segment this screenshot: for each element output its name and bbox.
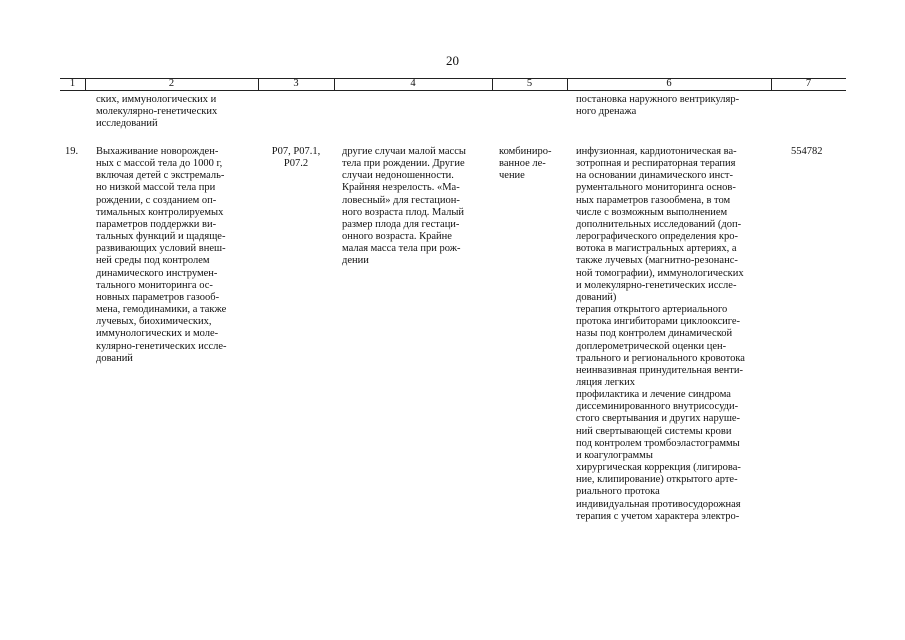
column-number-5: 5 — [526, 78, 533, 89]
method-description: Выхаживание новорожден- ных с массой тела до 1000 г, включая детей с экстремаль- но низкой массой тела при рождении, с созданием оп- тимальных контролируемых параметров поддержки ви- тальных функций и щадяще- развивающих условий внеш- ней среды под контролем динамического инструмен- тального мониторинга ос- новных параметров газооб- мена, гемодинамики, а также лучевых, биохимических, иммунологических и моле- кулярно-генетических иссле- дований — [96, 146, 227, 364]
treatment-methods: инфузионная, кардиотоническая ва- зотропная и респираторная терапия на основании динамического инст- рументального мониторинга основ- ных параметров газообмена, в том числе с возможным выполнением дополнительных исследований (доп- лерографического определения кро- вотока в магистральных артериях, а также лучевых (магнитно-резонанс- ной томографии), иммунологических и молекулярно-генетических иссле- дований) терапия открытого артериального протока ингибиторами циклооксиге- назы под контролем динамической доплерометрической оценки цен- трального и регионального кровотока неинвазивная принудительная венти- ляция легких профилактика и лечение синдрома диссеминированного внутрисосуди- стого свертывания и других наруше- ний свертывающей системы крови под контролем тромбоэластограммы и коагулограммы хирургическая коррекция (лигирова- ние, клипирование) открытого арте- риального протока индивидуальная противосудорожная терапия с учетом характера электро- — [576, 146, 745, 522]
icd-codes: P07, P07.1, P07.2 — [271, 146, 321, 170]
column-number-1: 1 — [69, 78, 76, 89]
column-number-4: 4 — [410, 78, 416, 89]
standard-cost: 554782 — [791, 146, 823, 157]
page-number: 20 — [446, 53, 459, 68]
column-number-6: 6 — [666, 78, 672, 89]
column-number-7: 7 — [805, 78, 812, 89]
treatment-type: комбиниро- ванное ле- чение — [499, 146, 552, 182]
column-number-2: 2 — [168, 78, 175, 89]
continuation-treatment-methods: постановка наружного вентрикуляр- ного дренажа — [576, 94, 740, 118]
patient-model: другие случаи малой массы тела при рождении. Другие случаи недоношенности. Крайняя незрелость. «Ма- ловесный» для гестацион- ного возраста плод. Малый размер плода для гестаци- онного возраста. Крайне малая масса тела при рож- дении — [342, 146, 466, 267]
column-number-3: 3 — [293, 78, 299, 89]
table-header-bottom-border — [60, 90, 846, 91]
continuation-method-description: ских, иммунологических и молекулярно-генетических исследований — [96, 94, 218, 130]
row-number: 19. — [65, 146, 79, 157]
